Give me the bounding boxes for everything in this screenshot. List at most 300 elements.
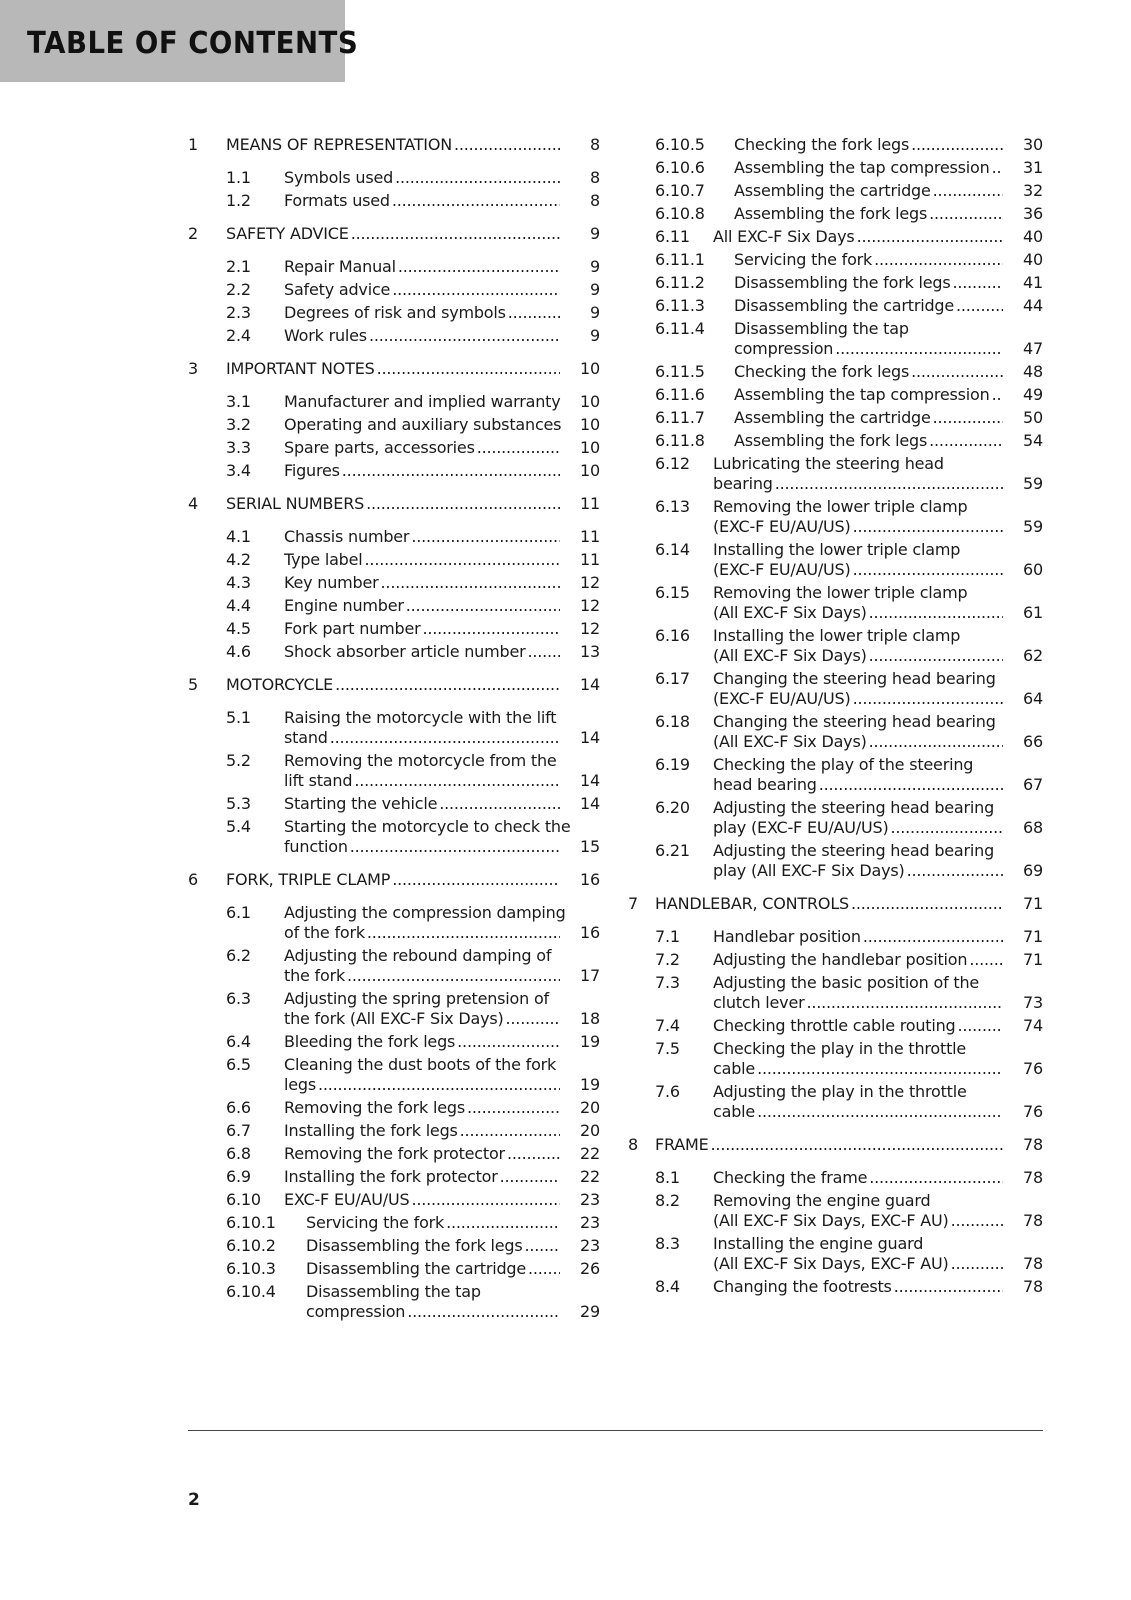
toc-entry-page: 20 (580, 1098, 600, 1117)
toc-entry-page: 78 (1023, 1135, 1043, 1154)
toc-entry-number: 6.10.7 (655, 181, 705, 200)
toc-entry-number: 1 (188, 135, 198, 154)
toc-entry-number: 8.2 (655, 1191, 680, 1210)
toc-entry-title: Shock absorber article number (284, 642, 526, 661)
toc-entry-page: 14 (580, 794, 600, 813)
toc-entry-title-line: Adjusting the steering head bearing (713, 798, 995, 817)
toc-entry-number: 7.2 (655, 950, 680, 969)
toc-entry-title: SERIAL NUMBERS (226, 494, 365, 513)
toc-entry-number: 4.1 (226, 527, 251, 546)
dot-leader (460, 1121, 560, 1141)
toc-entry-number: 6.20 (655, 798, 690, 817)
toc-entry-title: (EXC-F EU/AU/US) (713, 517, 851, 536)
dot-leader (411, 1190, 560, 1210)
toc-entry-page: 16 (580, 870, 600, 889)
toc-entry-page: 10 (580, 392, 600, 411)
dot-leader (933, 408, 1003, 428)
toc-entry-title: Changing the footrests (713, 1277, 892, 1296)
dot-leader (369, 326, 560, 346)
dot-leader (367, 923, 560, 943)
toc-entry-title: Handlebar position (713, 927, 861, 946)
toc-entry-number: 5.1 (226, 708, 251, 727)
toc-entry-title: (All EXC-F Six Days, EXC-F AU) (713, 1254, 949, 1273)
dot-leader (467, 1098, 560, 1118)
toc-entry-title-line: Installing the lower triple clamp (713, 626, 961, 645)
toc-entry-page: 67 (1023, 775, 1043, 794)
toc-entry-title: Repair Manual (284, 257, 396, 276)
toc-entry-page: 60 (1023, 560, 1043, 579)
toc-entry-number: 7.5 (655, 1039, 680, 1058)
dot-leader (507, 1144, 560, 1164)
toc-entry-title-line: Adjusting the rebound damping of (284, 946, 552, 965)
toc-entry-title: compression (306, 1302, 406, 1321)
toc-entry-title-line: Adjusting the steering head bearing (713, 841, 995, 860)
toc-entry-number: 7 (628, 894, 638, 913)
footer-divider (188, 1430, 1043, 1431)
toc-entry-number: 5.4 (226, 817, 251, 836)
dot-leader (929, 431, 1003, 451)
toc-entry-title: Safety advice (284, 280, 391, 299)
toc-entry-title: function (284, 837, 348, 856)
toc-entry-number: 6.7 (226, 1121, 251, 1140)
toc-entry-title: Engine number (284, 596, 404, 615)
dot-leader (347, 966, 560, 986)
toc-entry-page: 9 (590, 257, 600, 276)
toc-entry-title: compression (734, 339, 834, 358)
toc-entry-number: 6.9 (226, 1167, 251, 1186)
toc-entry-title-line: Changing the steering head bearing (713, 669, 996, 688)
dot-leader (411, 527, 560, 547)
dot-leader (869, 646, 1003, 666)
dot-leader (853, 517, 1003, 537)
toc-entry-title: Assembling the tap compression (734, 158, 990, 177)
toc-entry-page: 13 (580, 642, 600, 661)
toc-entry-page: 73 (1023, 993, 1043, 1012)
dot-leader (525, 1236, 560, 1256)
dot-leader (869, 1168, 1003, 1188)
toc-entry-title: (EXC-F EU/AU/US) (713, 689, 851, 708)
toc-entry-number: 6.1 (226, 903, 251, 922)
dot-leader (506, 1009, 560, 1029)
toc-entry-page: 74 (1023, 1016, 1043, 1035)
toc-entry-title: clutch lever (713, 993, 805, 1012)
toc-entry-title: Key number (284, 573, 379, 592)
toc-entry-title-line: Installing the lower triple clamp (713, 540, 961, 559)
toc-entry-title: legs (284, 1075, 316, 1094)
toc-entry-title-line: Removing the lower triple clamp (713, 497, 968, 516)
dot-leader (953, 273, 1003, 293)
toc-entry-number: 5.3 (226, 794, 251, 813)
toc-entry-page: 78 (1023, 1277, 1043, 1296)
toc-entry-number: 6.11.4 (655, 319, 705, 338)
toc-entry-title: Disassembling the fork legs (734, 273, 951, 292)
toc-entry-title-line: Checking the play in the throttle (713, 1039, 967, 1058)
toc-entry-page: 14 (580, 771, 600, 790)
toc-entry-page: 54 (1023, 431, 1043, 450)
toc-entry-number: 6.3 (226, 989, 251, 1008)
toc-entry-page: 31 (1023, 158, 1043, 177)
toc-entry-number: 2.2 (226, 280, 251, 299)
toc-entry-number: 4.4 (226, 596, 251, 615)
dot-leader (874, 250, 1003, 270)
toc-entry-page: 8 (590, 191, 600, 210)
toc-entry-title-line: Installing the engine guard (713, 1234, 924, 1253)
toc-entry-title: Degrees of risk and symbols (284, 303, 506, 322)
toc-entry-page: 10 (580, 415, 600, 434)
toc-entry-page: 11 (580, 494, 600, 513)
toc-entry-page: 11 (580, 550, 600, 569)
toc-entry-title-line: Adjusting the compression damping (284, 903, 566, 922)
toc-entry-number: 4.5 (226, 619, 251, 638)
toc-entry-number: 1.2 (226, 191, 251, 210)
toc-entry-number: 4.2 (226, 550, 251, 569)
dot-leader (853, 560, 1003, 580)
toc-entry-page: 9 (590, 326, 600, 345)
dot-leader (851, 894, 1003, 914)
toc-entry-number: 6.13 (655, 497, 690, 516)
dot-leader (835, 339, 1003, 359)
dot-leader (757, 1059, 1003, 1079)
toc-entry-title: Starting the vehicle (284, 794, 438, 813)
toc-entry-number: 7.3 (655, 973, 680, 992)
dot-leader (407, 1302, 560, 1322)
toc-entry-title: play (All EXC-F Six Days) (713, 861, 905, 880)
toc-entry-title: Checking throttle cable routing (713, 1016, 956, 1035)
toc-entry-title: Fork part number (284, 619, 421, 638)
toc-entry-number: 6.14 (655, 540, 690, 559)
toc-entry-number: 6.11.8 (655, 431, 705, 450)
toc-entry-page: 47 (1023, 339, 1043, 358)
dot-leader (395, 168, 560, 188)
dot-leader (933, 181, 1003, 201)
dot-leader (857, 227, 1003, 247)
toc-entry-number: 7.4 (655, 1016, 680, 1035)
dot-leader (477, 438, 560, 458)
toc-entry-number: 8.1 (655, 1168, 680, 1187)
toc-entry-title: Disassembling the fork legs (306, 1236, 523, 1255)
toc-entry-title: FORK, TRIPLE CLAMP (226, 870, 391, 889)
toc-entry-number: 2.3 (226, 303, 251, 322)
dot-leader (819, 775, 1003, 795)
dot-leader (929, 204, 1003, 224)
dot-leader (392, 870, 560, 890)
toc-entry-page: 59 (1023, 517, 1043, 536)
toc-entry-page: 41 (1023, 273, 1043, 292)
toc-entry-title-line: Disassembling the tap (734, 319, 909, 338)
toc-entry-page: 12 (580, 619, 600, 638)
dot-leader (869, 732, 1003, 752)
toc-entry-number: 8.3 (655, 1234, 680, 1253)
toc-entry-number: 7.6 (655, 1082, 680, 1101)
toc-entry-page: 22 (580, 1167, 600, 1186)
dot-leader (863, 927, 1003, 947)
toc-entry-title: cable (713, 1102, 756, 1121)
toc-entry-number: 6.11.3 (655, 296, 705, 315)
toc-entry-number: 6.19 (655, 755, 690, 774)
toc-entry-page: 29 (580, 1302, 600, 1321)
toc-entry-title: cable (713, 1059, 756, 1078)
dot-leader (457, 1032, 560, 1052)
toc-entry-title: Disassembling the cartridge (734, 296, 955, 315)
dot-leader (439, 794, 560, 814)
toc-entry-number: 8 (628, 1135, 638, 1154)
toc-entry-title-line: Removing the engine guard (713, 1191, 931, 1210)
dot-leader (366, 494, 560, 514)
dot-leader (528, 1259, 560, 1279)
toc-entry-page: 68 (1023, 818, 1043, 837)
toc-entry-title-line: Changing the steering head bearing (713, 712, 996, 731)
toc-entry-page: 9 (590, 224, 600, 243)
toc-entry-title: IMPORTANT NOTES (226, 359, 375, 378)
toc-entry-number: 6.12 (655, 454, 690, 473)
toc-entry-number: 2.1 (226, 257, 251, 276)
toc-entry-title: head bearing (713, 775, 817, 794)
toc-entry-title: All EXC-F Six Days (713, 227, 855, 246)
toc-entry-title: Spare parts, accessories (284, 438, 475, 457)
toc-entry-number: 6.11 (655, 227, 690, 246)
dot-leader (335, 675, 560, 695)
toc-entry-page: 8 (590, 135, 600, 154)
toc-entry-title: Figures (284, 461, 340, 480)
toc-entry-page: 69 (1023, 861, 1043, 880)
toc-entry-page: 19 (580, 1075, 600, 1094)
dot-leader (500, 1167, 560, 1187)
toc-entry-title-line: Starting the motorcycle to check the (284, 817, 571, 836)
toc-entry-title: MOTORCYCLE (226, 675, 334, 694)
dot-leader (454, 135, 560, 155)
toc-entry-page: 30 (1023, 135, 1043, 154)
toc-entry-title: FRAME (655, 1135, 709, 1154)
toc-entry-title: bearing (713, 474, 773, 493)
toc-entry-page: 18 (580, 1009, 600, 1028)
toc-entry-number: 6.10.3 (226, 1259, 276, 1278)
dot-leader (992, 158, 1003, 178)
dot-leader (907, 861, 1003, 881)
toc-entry-page: 71 (1023, 927, 1043, 946)
toc-entry-title: (All EXC-F Six Days) (713, 732, 867, 751)
toc-entry-page: 23 (580, 1213, 600, 1232)
toc-entry-title: Installing the fork legs (284, 1121, 458, 1140)
toc-entry-number: 7.1 (655, 927, 680, 946)
dot-leader (951, 1211, 1003, 1231)
dot-leader (853, 689, 1003, 709)
toc-entry-page: 14 (580, 728, 600, 747)
toc-entry-number: 3 (188, 359, 198, 378)
toc-entry-number: 6.10.2 (226, 1236, 276, 1255)
toc-entry-title: Symbols used (284, 168, 394, 187)
toc-entry-number: 6.15 (655, 583, 690, 602)
toc-entry-title: Type label (284, 550, 363, 569)
dot-leader (406, 596, 560, 616)
toc-entry-title: Assembling the fork legs (734, 204, 928, 223)
toc-entry-title: stand (284, 728, 328, 747)
toc-entry-title: Assembling the cartridge (734, 408, 931, 427)
toc-entry-page: 12 (580, 596, 600, 615)
toc-entry-page: 11 (580, 527, 600, 546)
toc-entry-number: 3.3 (226, 438, 251, 457)
toc-entry-page: 78 (1023, 1211, 1043, 1230)
toc-entry-page: 23 (580, 1190, 600, 1209)
toc-entry-title: MEANS OF REPRESENTATION (226, 135, 452, 154)
toc-entry-title: Work rules (284, 326, 367, 345)
toc-entry-page: 14 (580, 675, 600, 694)
toc-entry-number: 6.6 (226, 1098, 251, 1117)
dot-leader (423, 619, 561, 639)
toc-entry-page: 44 (1023, 296, 1043, 315)
dot-leader (869, 603, 1003, 623)
dot-leader (318, 1075, 560, 1095)
toc-entry-page: 32 (1023, 181, 1043, 200)
toc-entry-title: Removing the fork protector (284, 1144, 505, 1163)
toc-entry-title: Checking the fork legs (734, 135, 910, 154)
toc-entry-number: 6.21 (655, 841, 690, 860)
toc-entry-number: 6.17 (655, 669, 690, 688)
toc-entry-page: 62 (1023, 646, 1043, 665)
dot-leader (894, 1277, 1003, 1297)
footer-page-number: 2 (188, 1490, 200, 1510)
toc-entry-page: 50 (1023, 408, 1043, 427)
toc-entry-number: 6.11.7 (655, 408, 705, 427)
toc-entry-title: SAFETY ADVICE (226, 224, 349, 243)
toc-entry-number: 6.18 (655, 712, 690, 731)
toc-entry-number: 1.1 (226, 168, 251, 187)
toc-entry-number: 6.11.1 (655, 250, 705, 269)
toc-entry-title: Servicing the fork (306, 1213, 445, 1232)
toc-entry-page: 9 (590, 280, 600, 299)
toc-entry-number: 6.10.6 (655, 158, 705, 177)
toc-entry-title-line: Lubricating the steering head (713, 454, 944, 473)
toc-entry-title: of the fork (284, 923, 365, 942)
dot-leader (354, 771, 560, 791)
toc-entry-page: 40 (1023, 227, 1043, 246)
dot-leader (958, 1016, 1003, 1036)
toc-entry-title: Chassis number (284, 527, 410, 546)
toc-entry-title: play (EXC-F EU/AU/US) (713, 818, 889, 837)
toc-entry-number: 6.10.1 (226, 1213, 276, 1232)
toc-entry-page: 20 (580, 1121, 600, 1140)
toc-entry-page: 61 (1023, 603, 1043, 622)
toc-entry-page: 64 (1023, 689, 1043, 708)
toc-entry-page: 10 (580, 438, 600, 457)
dot-leader (508, 303, 560, 323)
toc-entry-title: the fork (284, 966, 346, 985)
dot-leader (757, 1102, 1003, 1122)
dot-leader (392, 191, 560, 211)
page-title: TABLE OF CONTENTS (27, 26, 359, 61)
dot-leader (365, 550, 560, 570)
toc-entry-page: 10 (580, 461, 600, 480)
toc-entry-page: 26 (580, 1259, 600, 1278)
dot-leader (911, 135, 1003, 155)
toc-entry-title: (All EXC-F Six Days) (713, 646, 867, 665)
toc-entry-page: 23 (580, 1236, 600, 1255)
dot-leader (806, 993, 1003, 1013)
toc-entry-page: 36 (1023, 204, 1043, 223)
toc-entry-page: 22 (580, 1144, 600, 1163)
toc-entry-number: 5 (188, 675, 198, 694)
dot-leader (992, 385, 1003, 405)
toc-entry-number: 4.6 (226, 642, 251, 661)
toc-entry-title: Manufacturer and implied warranty (284, 392, 561, 411)
toc-entry-title: HANDLEBAR, CONTROLS (655, 894, 849, 913)
toc-entry-number: 6.5 (226, 1055, 251, 1074)
toc-entry-page: 8 (590, 168, 600, 187)
toc-entry-number: 6.10 (226, 1190, 261, 1209)
toc-entry-title: Assembling the cartridge (734, 181, 931, 200)
toc-entry-title: (All EXC-F Six Days, EXC-F AU) (713, 1211, 949, 1230)
toc-entry-number: 6.4 (226, 1032, 251, 1051)
toc-entry-number: 6.10.4 (226, 1282, 276, 1301)
toc-entry-number: 6.11.2 (655, 273, 705, 292)
dot-leader (951, 1254, 1003, 1274)
toc-entry-number: 6.11.6 (655, 385, 705, 404)
toc-entry-title: Checking the frame (713, 1168, 868, 1187)
toc-entry-title: Disassembling the cartridge (306, 1259, 527, 1278)
toc-entry-number: 6.16 (655, 626, 690, 645)
toc-entry-number: 3.1 (226, 392, 251, 411)
toc-entry-number: 4.3 (226, 573, 251, 592)
toc-entry-title-line: Adjusting the play in the throttle (713, 1082, 967, 1101)
toc-entry-title-line: Cleaning the dust boots of the fork (284, 1055, 557, 1074)
toc-entry-title: (EXC-F EU/AU/US) (713, 560, 851, 579)
toc-entry-page: 71 (1023, 894, 1043, 913)
dot-leader (956, 296, 1003, 316)
toc-entry-title-line: Disassembling the tap (306, 1282, 481, 1301)
toc-entry-page: 76 (1023, 1059, 1043, 1078)
dot-leader (392, 280, 560, 300)
toc-entry-title-line: Removing the motorcycle from the (284, 751, 557, 770)
toc-entry-number: 6.10.5 (655, 135, 705, 154)
toc-entry-number: 3.2 (226, 415, 251, 434)
toc-entry-title: Adjusting the handlebar position (713, 950, 968, 969)
toc-entry-title-line: Adjusting the spring pretension of (284, 989, 549, 1008)
toc-entry-number: 3.4 (226, 461, 251, 480)
toc-entry-title: Assembling the fork legs (734, 431, 928, 450)
toc-entry-page: 12 (580, 573, 600, 592)
toc-entry-page: 17 (580, 966, 600, 985)
toc-entry-number: 2 (188, 224, 198, 243)
dot-leader (330, 728, 560, 748)
dot-leader (351, 224, 560, 244)
toc-entry-page: 66 (1023, 732, 1043, 751)
toc-entry-number: 6 (188, 870, 198, 889)
title-banner (0, 0, 359, 82)
toc-entry-title: Removing the fork legs (284, 1098, 465, 1117)
toc-entry-page: 76 (1023, 1102, 1043, 1121)
toc-entry-number: 5.2 (226, 751, 251, 770)
toc-entry-title: Assembling the tap compression (734, 385, 990, 404)
toc-entry-title-line: Raising the motorcycle with the lift (284, 708, 557, 727)
toc-entry-number: 6.2 (226, 946, 251, 965)
toc-entry-title: the fork (All EXC-F Six Days) (284, 1009, 504, 1028)
toc-entry-page: 71 (1023, 950, 1043, 969)
toc-entry-number: 6.11.5 (655, 362, 705, 381)
toc-entry-page: 10 (580, 359, 600, 378)
toc-entry-number: 6.10.8 (655, 204, 705, 223)
dot-leader (775, 474, 1003, 494)
toc-entry-title: lift stand (284, 771, 353, 790)
toc-entry-title: Bleeding the fork legs (284, 1032, 456, 1051)
toc-entry-title-line: Removing the lower triple clamp (713, 583, 968, 602)
toc-entry-page: 48 (1023, 362, 1043, 381)
toc-entry-title: Formats used (284, 191, 390, 210)
dot-leader (527, 642, 560, 662)
toc-entry-page: 59 (1023, 474, 1043, 493)
toc-entry-page: 16 (580, 923, 600, 942)
toc-entry-page: 40 (1023, 250, 1043, 269)
toc-entry-page: 49 (1023, 385, 1043, 404)
toc-entry-number: 4 (188, 494, 198, 513)
